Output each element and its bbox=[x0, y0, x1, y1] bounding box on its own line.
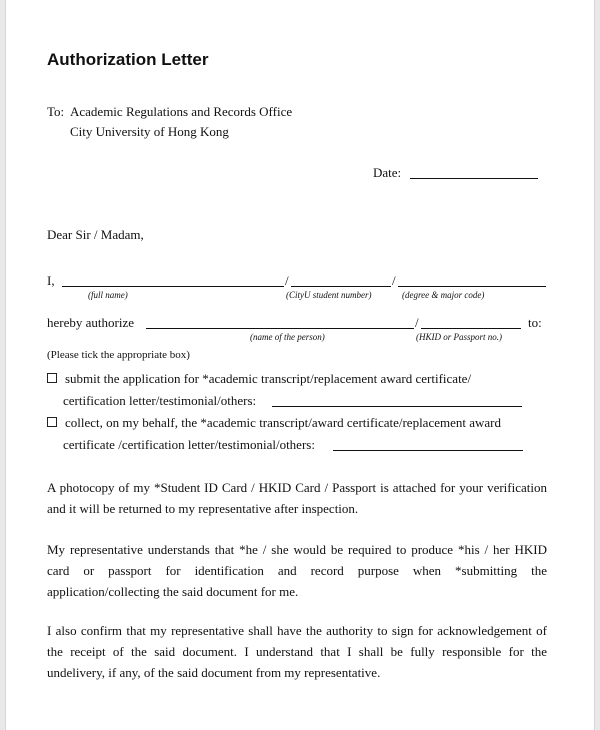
hereby-authorize-label: hereby authorize bbox=[47, 315, 134, 330]
caption-degree: (degree & major code) bbox=[402, 290, 485, 300]
caption-name-of-person: (name of the person) bbox=[250, 332, 325, 342]
hkid-passport-field[interactable] bbox=[421, 328, 521, 329]
recipient-office: Academic Regulations and Records Office bbox=[70, 104, 293, 119]
tick-instruction: (Please tick the appropriate box) bbox=[47, 349, 190, 361]
caption-student-number: (CityU student number) bbox=[286, 290, 372, 300]
submit-others-field[interactable] bbox=[272, 406, 522, 407]
i-label: I, bbox=[47, 273, 55, 288]
slash-separator: / bbox=[285, 273, 289, 288]
student-number-field[interactable] bbox=[291, 286, 391, 287]
option-submit-text: submit the application for *academic transcript/replacement award certificate/ bbox=[65, 371, 472, 386]
representative-name-field[interactable] bbox=[146, 328, 414, 329]
paragraph-confirmation: I also confirm that my representative shall have the authority to sign for acknowledgement of the receipt of the said document. I understand that I shall be fully responsible for the undelivery, if any, of the said document from my representative. bbox=[47, 623, 547, 680]
date-label: Date: bbox=[373, 165, 402, 180]
option-collect-text: collect, on my behalf, the *academic transcript/award certificate/replacement award bbox=[65, 415, 501, 430]
checkbox-collect[interactable] bbox=[47, 417, 57, 427]
letter-page bbox=[5, 0, 595, 730]
option-submit bbox=[47, 371, 471, 387]
paragraph-photocopy: A photocopy of my *Student ID Card / HKID Card / Passport is attached for your verification and it will be returned to my representative after inspection. bbox=[47, 480, 547, 516]
to-word: to: bbox=[528, 315, 542, 330]
to-label: To: bbox=[47, 104, 65, 119]
option-collect-continued: certificate /certification letter/testimonial/others: bbox=[63, 437, 315, 452]
salutation: Dear Sir / Madam, bbox=[47, 227, 144, 242]
caption-hkid: (HKID or Passport no.) bbox=[416, 332, 503, 342]
slash-separator: / bbox=[415, 315, 419, 330]
date-field[interactable] bbox=[410, 178, 538, 179]
caption-full-name: (full name) bbox=[88, 290, 128, 300]
degree-major-field[interactable] bbox=[398, 286, 546, 287]
option-submit-continued: certification letter/testimonial/others: bbox=[63, 393, 257, 408]
collect-others-field[interactable] bbox=[333, 450, 523, 451]
full-name-field[interactable] bbox=[62, 286, 284, 287]
recipient-university: City University of Hong Kong bbox=[70, 124, 229, 139]
checkbox-submit[interactable] bbox=[47, 373, 57, 383]
slash-separator: / bbox=[392, 273, 396, 288]
option-collect bbox=[47, 415, 501, 431]
letter-title: Authorization Letter bbox=[47, 50, 209, 69]
paragraph-representative-understands: My representative understands that *he / she would be required to produce *his / her HKID card or passport for identification and record purpose when *submitting the application/collecting the said document for me. bbox=[47, 542, 547, 599]
